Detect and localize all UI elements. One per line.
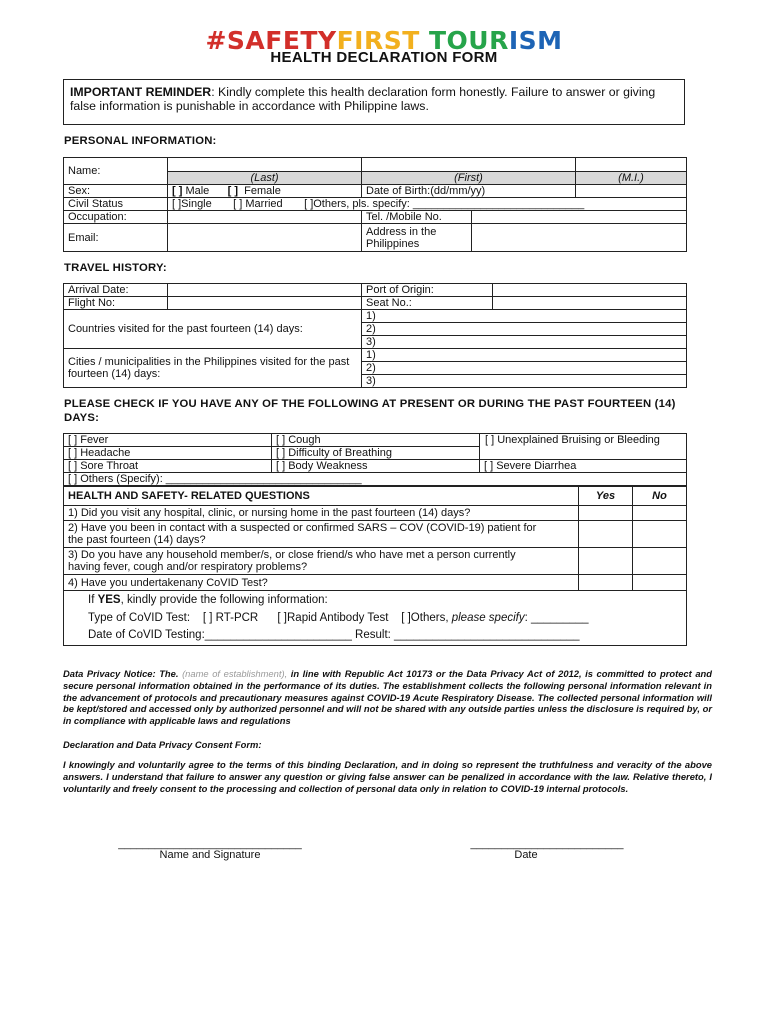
q3-yes-field[interactable] — [579, 548, 633, 575]
consent-heading: Declaration and Data Privacy Consent Form: — [63, 739, 262, 750]
question-3: 3) Do you have any household member/s, or close friend/s who have met a person currently having fever, cough and/or respiratory problems? — [64, 548, 579, 575]
flight-no-label: Flight No: — [64, 297, 168, 310]
establishment-placeholder: (name of establishment), — [182, 668, 288, 679]
health-questions-table — [63, 486, 687, 646]
seat-no-label: Seat No.: — [362, 297, 493, 310]
city-2-field[interactable]: 2) — [362, 362, 687, 375]
personal-info-table — [63, 157, 687, 252]
countries-label: Countries visited for the past fourteen (14) days: — [64, 310, 362, 349]
breathing-checkbox[interactable]: [ ] Difficulty of Breathing — [272, 447, 480, 460]
rapid-antibody-checkbox[interactable]: [ ]Rapid Antibody Test — [277, 611, 389, 624]
q1-yes-field[interactable] — [579, 506, 633, 521]
test-type-label: Type of CoVID Test: — [88, 611, 191, 624]
test-type-line — [88, 610, 682, 628]
important-reminder-box — [63, 79, 685, 125]
q4-yes-field[interactable] — [579, 575, 633, 591]
date-line[interactable]: _________________________ — [470, 838, 624, 850]
female-checkbox[interactable]: [ ] — [227, 185, 239, 197]
email-label: Email: — [64, 224, 168, 252]
tel-field[interactable] — [472, 211, 687, 224]
name-label: Name: — [64, 158, 168, 185]
last-caption: (Last) — [168, 172, 362, 185]
rtpcr-checkbox[interactable]: [ ] RT-PCR — [202, 611, 259, 624]
date-label: Date — [514, 849, 538, 861]
test-date-result-line[interactable]: Date of CoVID Testing:_______________________ Result: _____________________________ — [88, 629, 580, 641]
data-privacy-notice: Data Privacy Notice: The. (name of establishment), in line with Republic Act 10173 or the Data Privacy Act of 2012, is committed to protect and secure personal information obtained in the performance of its duties. The establishment collects the following personal information relevant in the advancement of protocols and precautionary measures against COVID-19 Acute Respiratory Disease. The collected personal information will be kept/stored and accessed only by authorized personnel and will not be shared with any outside parties unless the disclosure is required by, or in compliance with applicable laws and regulations — [63, 668, 712, 727]
city-3-field[interactable]: 3) — [362, 375, 687, 388]
safety-first-tourism-logo: #SAFETYFIRST TOURISM — [205, 26, 563, 55]
address-field[interactable] — [472, 224, 687, 252]
signature-line[interactable]: ______________________________ — [118, 838, 302, 850]
covid-test-details — [64, 591, 687, 646]
city-1-field[interactable]: 1) — [362, 349, 687, 362]
port-origin-field[interactable] — [493, 284, 687, 297]
single-checkbox[interactable]: [ ]Single — [172, 198, 212, 210]
diarrhea-checkbox[interactable]: [ ] Severe Diarrhea — [480, 460, 687, 473]
form-title: HEALTH DECLARATION FORM — [270, 49, 498, 66]
yes-header: Yes — [579, 487, 633, 506]
if-yes-line: If YES, kindly provide the following information: — [88, 594, 328, 606]
q2-no-field[interactable] — [633, 521, 687, 548]
cough-checkbox[interactable]: [ ] Cough — [272, 434, 480, 447]
seat-no-field[interactable] — [493, 297, 687, 310]
questions-heading: HEALTH AND SAFETY- RELATED QUESTIONS — [64, 487, 579, 506]
others-specify-symptom[interactable]: [ ] Others (Specify): ________________________________ — [64, 473, 687, 486]
male-checkbox[interactable]: [ ] — [172, 185, 183, 197]
travel-history-table — [63, 283, 687, 388]
occupation-field[interactable] — [168, 211, 362, 224]
sex-label: Sex: — [64, 185, 168, 198]
name-signature-label: Name and Signature — [159, 849, 261, 861]
male-label: Male — [182, 185, 210, 197]
civil-status-options — [168, 198, 687, 211]
q2-yes-field[interactable] — [579, 521, 633, 548]
first-name-field[interactable] — [362, 158, 576, 172]
married-checkbox[interactable]: [ ] Married — [233, 198, 283, 210]
dob-field[interactable] — [576, 185, 687, 198]
arrival-date-label: Arrival Date: — [64, 284, 168, 297]
first-caption: (First) — [362, 172, 576, 185]
female-label: Female — [238, 185, 281, 197]
travel-history-heading: TRAVEL HISTORY: — [64, 262, 167, 274]
sex-options — [168, 185, 362, 198]
mi-field[interactable] — [576, 158, 687, 172]
port-origin-label: Port of Origin: — [362, 284, 493, 297]
address-label: Address in the Philippines — [362, 224, 472, 252]
fever-checkbox[interactable]: [ ] Fever — [64, 434, 272, 447]
occupation-label: Occupation: — [64, 211, 168, 224]
country-1-field[interactable]: 1) — [362, 310, 687, 323]
personal-info-heading: PERSONAL INFORMATION: — [64, 135, 217, 147]
symptoms-heading: PLEASE CHECK IF YOU HAVE ANY OF THE FOLLOWING AT PRESENT OR DURING THE PAST FOURTEEN (14) DAYS: — [64, 398, 676, 424]
headache-checkbox[interactable]: [ ] Headache — [64, 447, 272, 460]
others-specify-checkbox[interactable]: [ ]Others, pls. specify: ____________________________ — [304, 198, 585, 210]
mi-caption: (M.I.) — [576, 172, 687, 185]
civil-status-label: Civil Status — [64, 198, 168, 211]
email-field[interactable] — [168, 224, 362, 252]
dob-label: Date of Birth:(dd/mm/yy) — [362, 185, 576, 198]
tel-label: Tel. /Mobile No. — [362, 211, 472, 224]
question-4: 4) Have you undertakenany CoVID Test? — [64, 575, 579, 591]
country-2-field[interactable]: 2) — [362, 323, 687, 336]
others-test-checkbox[interactable]: [ ]Others, please specify: _________ — [401, 611, 589, 624]
reminder-text: : Kindly complete this health declaration form honestly. Failure to answer or giving false information is punishable in accordance with Philippine laws. — [70, 85, 656, 113]
country-3-field[interactable]: 3) — [362, 336, 687, 349]
sore-throat-checkbox[interactable]: [ ] Sore Throat — [64, 460, 272, 473]
last-name-field[interactable] — [168, 158, 362, 172]
q3-no-field[interactable] — [633, 548, 687, 575]
privacy-label: Data Privacy Notice: — [63, 668, 156, 679]
privacy-text: in line with Republic Act 10173 or the Data Privacy Act of 2012, is committed to protect and secure personal information obtained in the performance of its duties. The establishment collects the following personal information relevant in the advancement of protocols and precautionary measures against COVID-19 Acute Respiratory Disease. The collected personal information will be kept/stored and accessed only by authorized personnel and will not be shared with any outside parties unless the disclosure is required by, or in compliance with applicable laws and regulations — [63, 668, 712, 727]
consent-text: I knowingly and voluntarily agree to the terms of this binding Declaration, and in doing so represent the truthfulness and veracity of the above answers. I understand that failure to answer any question or giving false answer can be penalized in accordance with the law. Relative thereto, I voluntarily and freely consent to the processing and collection of personal data only in relation to COVID-19 internal protocols. — [63, 759, 712, 794]
q4-no-field[interactable] — [633, 575, 687, 591]
flight-no-field[interactable] — [168, 297, 362, 310]
no-header: No — [633, 487, 687, 506]
arrival-date-field[interactable] — [168, 284, 362, 297]
question-2: 2) Have you been in contact with a suspected or confirmed SARS – COV (COVID-19) patient for the past fourteen (14) days? — [64, 521, 579, 548]
bruising-checkbox[interactable]: [ ] Unexplained Bruising or Bleeding — [480, 434, 687, 460]
symptoms-table — [63, 433, 687, 486]
body-weakness-checkbox[interactable]: [ ] Body Weakness — [272, 460, 480, 473]
reminder-label: IMPORTANT REMINDER — [70, 85, 212, 99]
q1-no-field[interactable] — [633, 506, 687, 521]
question-1: 1) Did you visit any hospital, clinic, or nursing home in the past fourteen (14) days? — [64, 506, 579, 521]
cities-label: Cities / municipalities in the Philippines visited for the past fourteen (14) days: — [64, 349, 362, 388]
